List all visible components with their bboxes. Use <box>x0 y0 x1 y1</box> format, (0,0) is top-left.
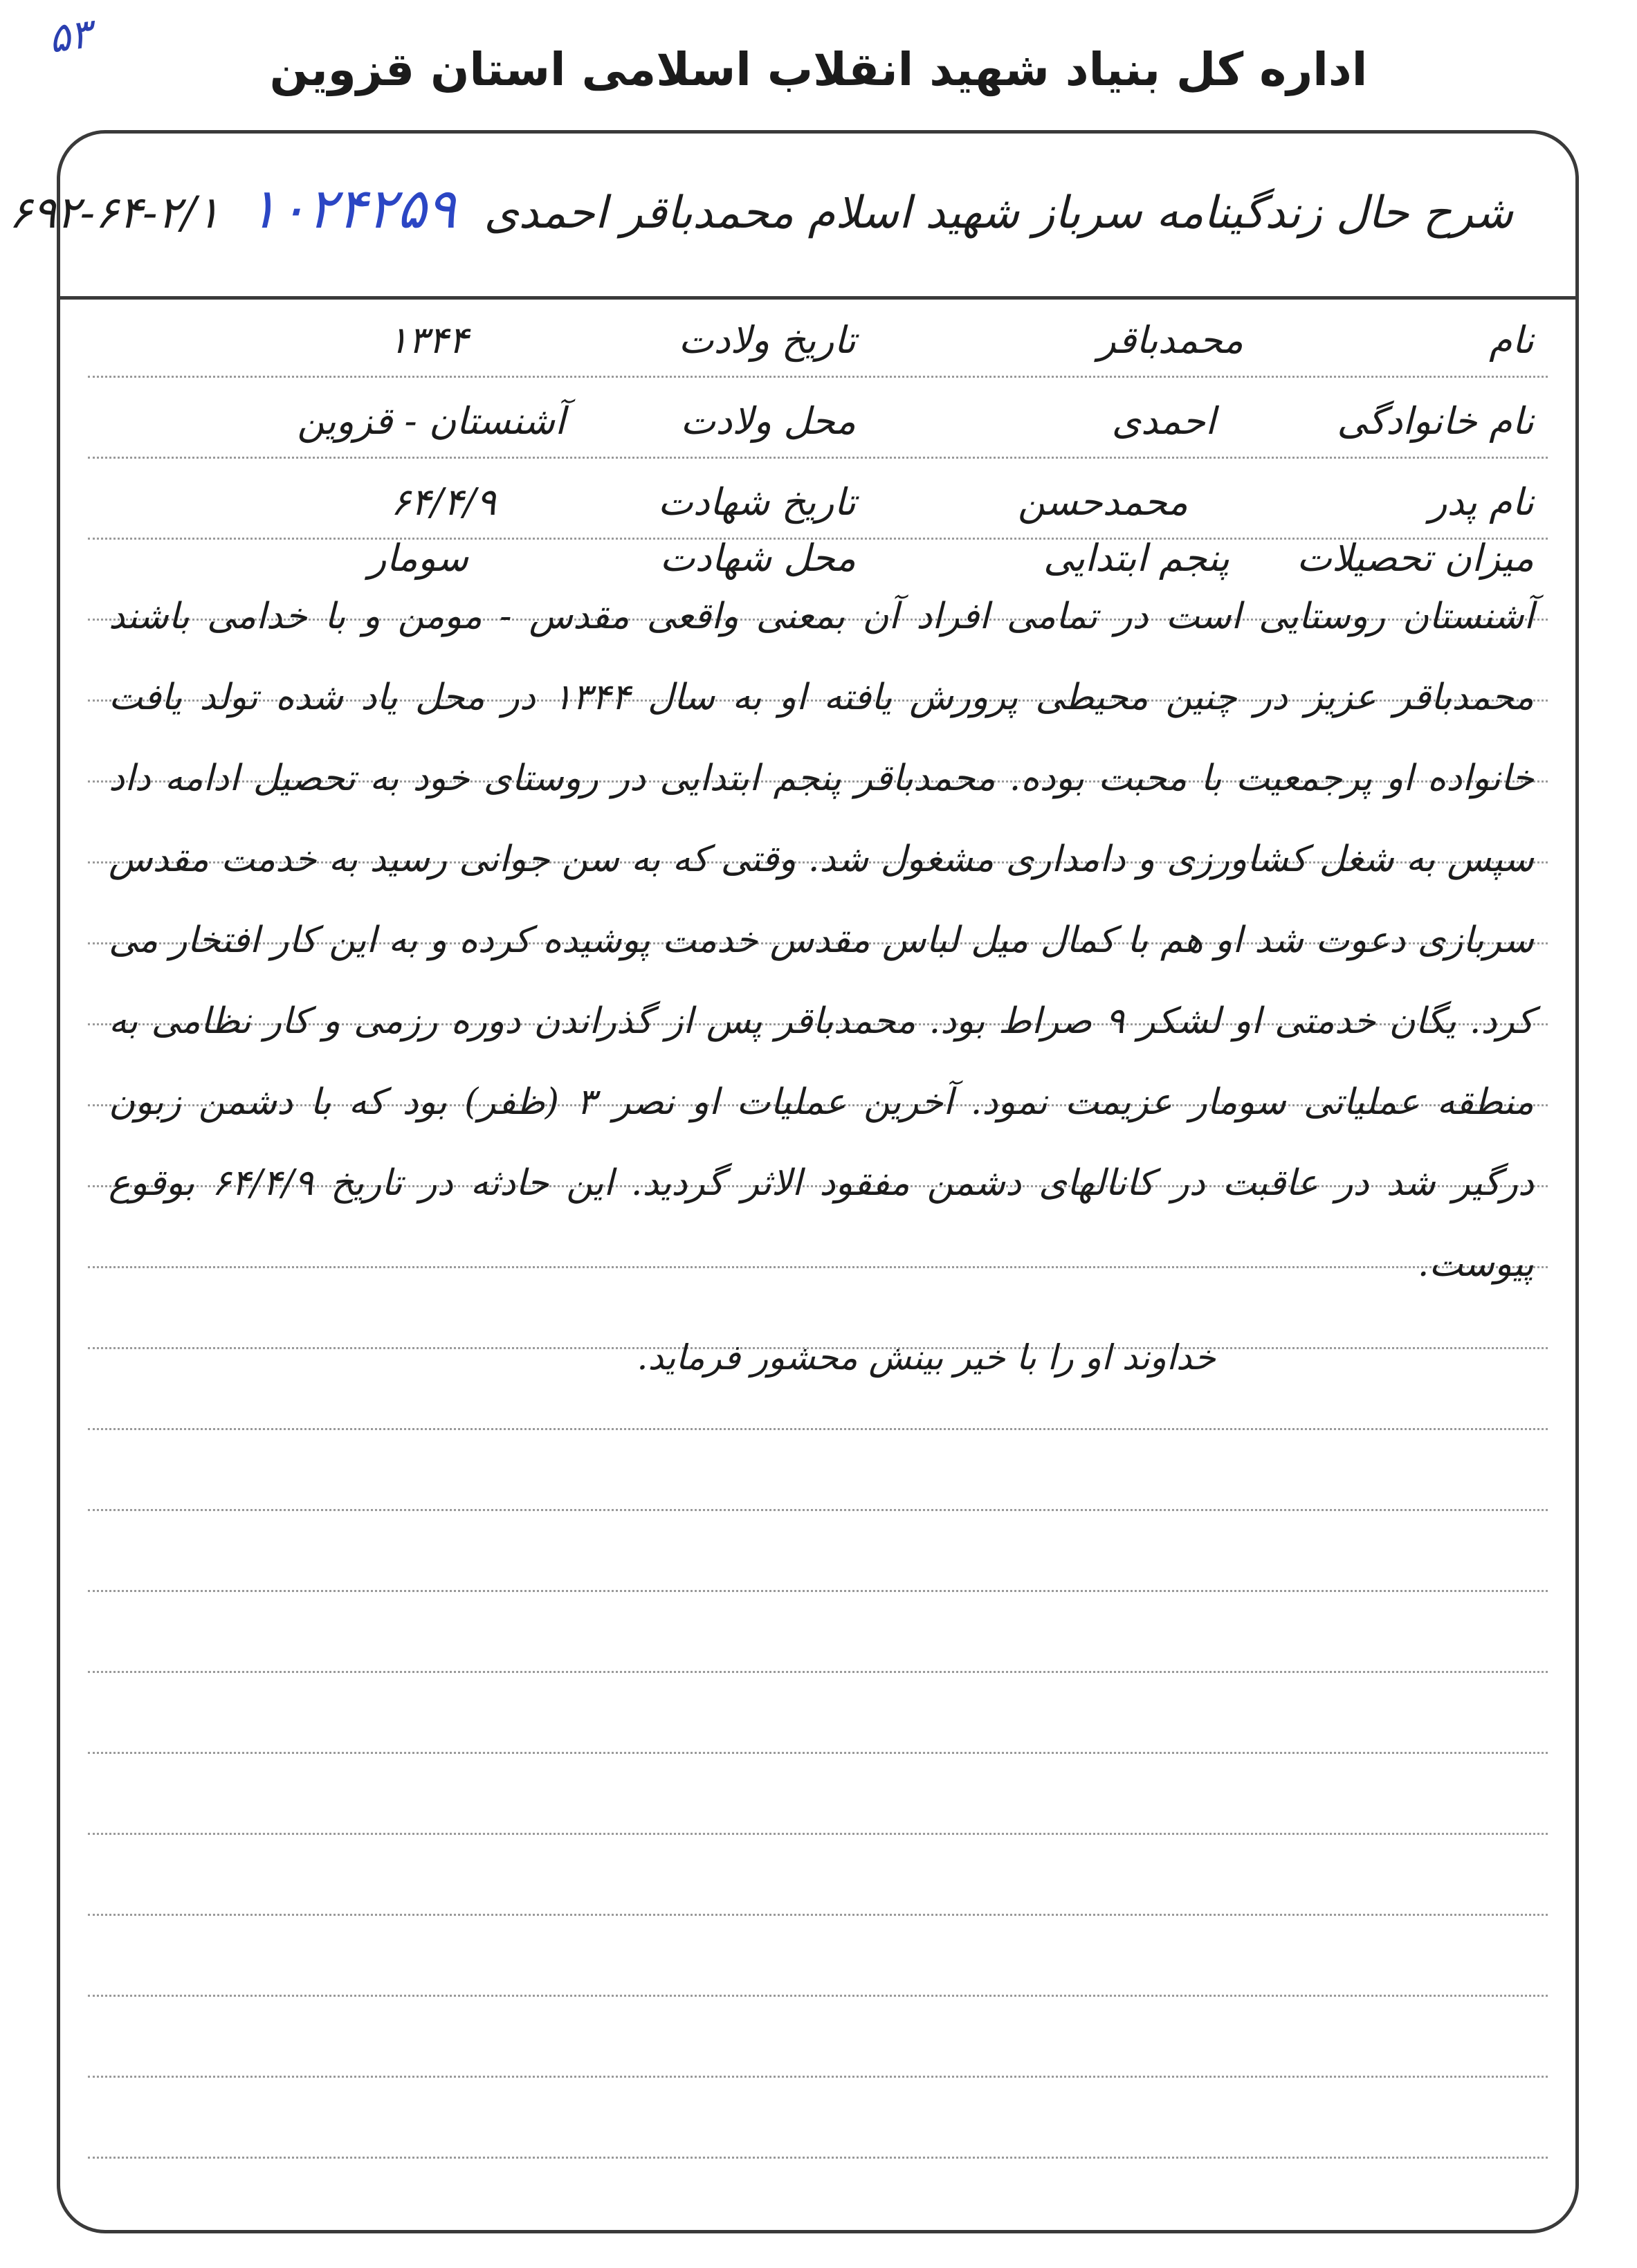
closing-prayer: خداوند او را با خیر بینش محشور فرماید. <box>637 1337 1216 1378</box>
rule-line <box>88 1914 1548 1916</box>
value-martyrdom-date: ۶۴/۴/۹ <box>390 480 496 524</box>
rule-line <box>88 2157 1548 2159</box>
label-martyrdom-place: محل شهادت <box>659 536 856 580</box>
label-martyrdom-date: تاریخ شهادت <box>657 480 856 524</box>
label-education: میزان تحصیلات <box>1297 536 1534 580</box>
value-birth-place: آشنستان - قزوین <box>297 399 565 443</box>
title-text: شرح حال زندگینامه سرباز شهید اسلام محمدباقر احمدی <box>484 188 1513 239</box>
label-birth-place: محل ولادت <box>680 399 856 443</box>
organization-header: اداره کل بنیاد شهید انقلاب اسلامی استان قزوین <box>269 43 1368 96</box>
value-education: پنجم ابتدایی <box>1043 536 1229 580</box>
label-father-name: نام پدر <box>1429 480 1534 524</box>
value-family-name: احمدی <box>1111 399 1216 443</box>
label-family-name: نام خانوادگی <box>1337 399 1534 443</box>
narrative-body <box>109 576 1534 1305</box>
label-first-name: نام <box>1489 318 1534 362</box>
narrative-text: آشنستان روستایی است در تمامی افراد آن بمعنی واقعی مقدس - مومن و با خدامی باشند محمدباقر عزیز در چنین محیطی پرورش یافته او به سال ۱۳۴۴ در محل یاد شده تولد یافت خانواده او پرجمعیت با محبت بوده. محمدباقر پنجم ابتدایی در روستای خود به تحصیل ادامه داد سپس به شغل کشاورزی و دامداری مشغول شد. وقتی که به سن جوانی رسید به خدمت مقدس سربازی دعوت شد او هم با کمال میل لباس مقدس خدمت پوشیده کرده و به این کار افتخار می کرد. یگان خدمتی او لشکر ۹ صراط بود. محمدباقر پس از گذراندن دوره رزمی و کار نظامی به منطقه عملیاتی سومار عزیمت نمود. آخرین عملیات او نصر ۳ (ظفر) بود که با دشمن زبون درگیر شد در عاقبت در کانالهای دشمن مفقود الاثر گردید. این حادثه در تاریخ ۶۴/۴/۹ بوقوع پیوست. <box>109 596 1535 1285</box>
rule-line <box>88 1671 1548 1673</box>
value-first-name: محمدباقر <box>1097 318 1243 362</box>
rule-line <box>88 1833 1548 1835</box>
rule-line <box>88 1752 1548 1754</box>
rule-line <box>88 1428 1548 1430</box>
title-text-line <box>9 176 1513 241</box>
page-number: ۵۳ <box>45 9 95 63</box>
rule-line <box>88 1590 1548 1592</box>
title-band <box>8 134 1575 300</box>
value-father-name: محمدحسن <box>1017 480 1188 524</box>
field-row-family <box>60 384 1575 460</box>
value-martyrdom-place: سومار <box>368 536 468 580</box>
rule-line <box>88 2076 1548 2078</box>
value-birth-date: ۱۳۴۴ <box>387 318 468 362</box>
record-id: ۱۰۲۴۲۵۹ <box>248 176 457 241</box>
rule-line <box>88 1995 1548 1997</box>
label-birth-date: تاریخ ولادت <box>678 318 856 362</box>
rule-line <box>88 1509 1548 1511</box>
file-code: ۲/۱-۶۴-۶۹۲ <box>8 188 220 239</box>
field-row-name <box>60 303 1575 379</box>
document-frame <box>8 130 1579 2233</box>
